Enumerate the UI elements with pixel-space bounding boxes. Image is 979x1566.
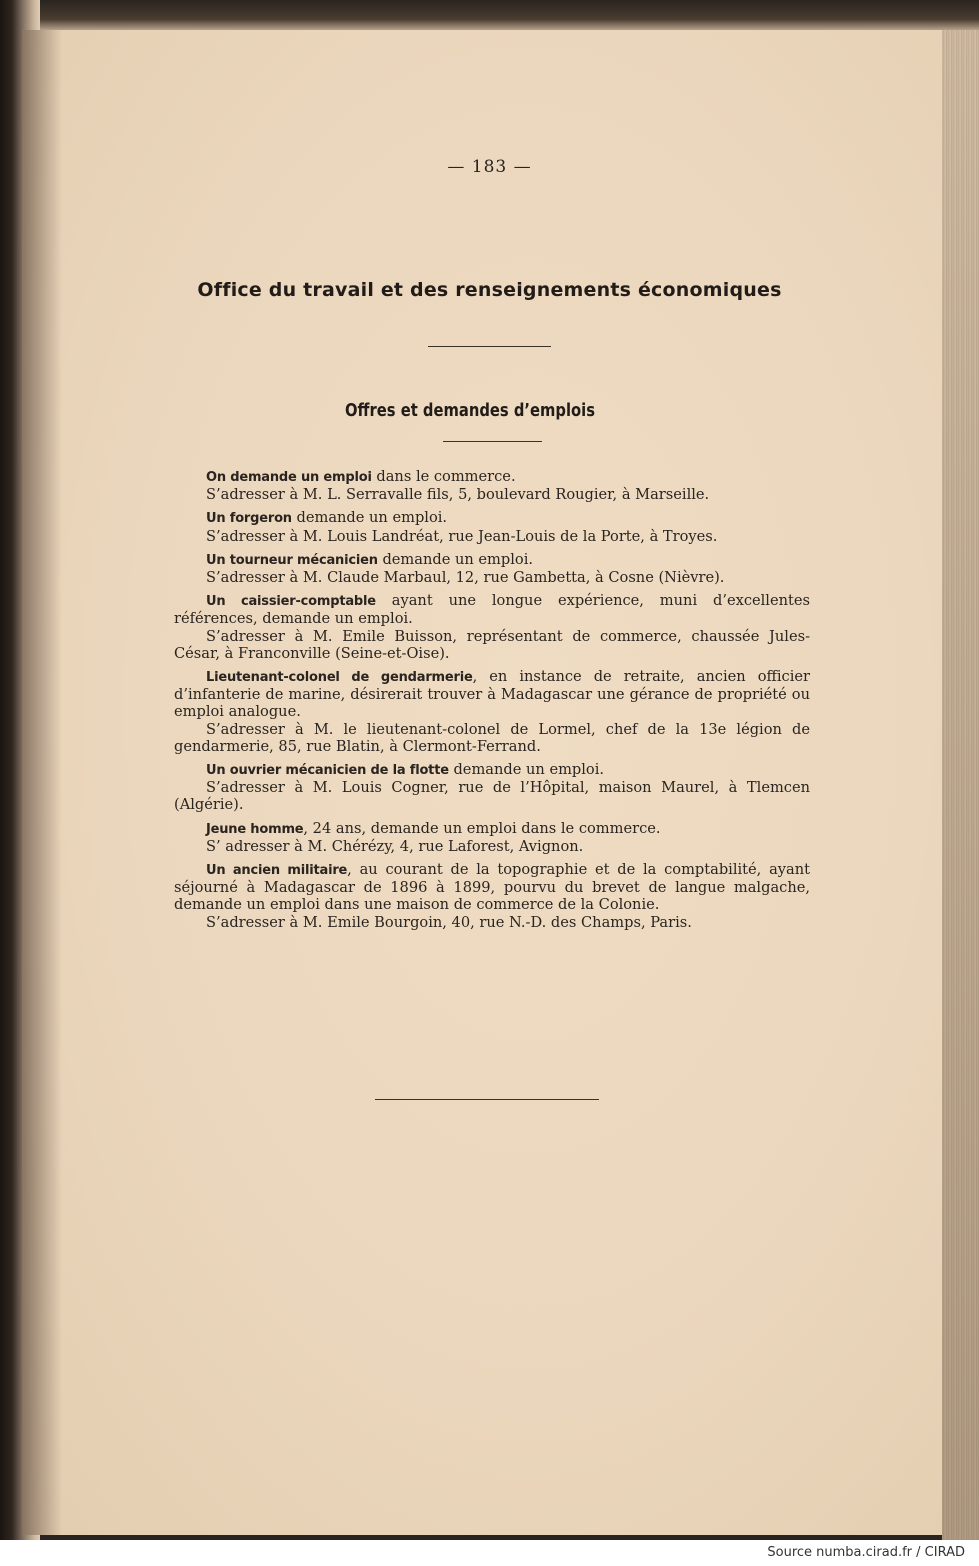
entry-heading: Un caissier-comptable	[206, 594, 376, 610]
end-rule	[375, 1099, 599, 1100]
entry-heading: Lieutenant-colonel de gendarmerie	[206, 670, 473, 686]
entry-heading: On demande un emploi	[206, 470, 372, 485]
entry-heading: Jeune homme	[206, 821, 304, 837]
book-top-edge	[22, 0, 979, 32]
listing-entry	[174, 668, 810, 755]
main-title: Office du travail et des renseignements économiques	[197, 279, 782, 301]
listing-entry	[174, 468, 810, 503]
entry-description: ayant une longue expérience, muni d’excellentes références, demande un emploi.	[174, 592, 810, 628]
entry-description: dans le commerce.	[371, 468, 516, 485]
source-credit: Source numba.cirad.fr / CIRAD	[767, 1545, 965, 1560]
entry-description: demande un emploi.	[291, 509, 448, 527]
entry-heading: Un tourneur mécanicien	[206, 552, 378, 568]
listing-entry	[174, 509, 810, 544]
section-rule	[443, 441, 542, 442]
listing-body	[174, 468, 810, 937]
listing-entry	[174, 761, 810, 814]
entry-description: demande un emploi.	[448, 761, 605, 779]
entry-address: S’adresser à M. Emile Buisson, représentant de commerce, chaussée Jules-César, à Franconville (Seine-et-Oise).	[174, 627, 810, 662]
entry-address: S’adresser à M. Emile Bourgoin, 40, rue N.-D. des Champs, Paris.	[206, 913, 692, 931]
entry-description: , au courant de la topographie et de la comptabilité, ayant séjourné à Madagascar de 1896 à 1899, pourvu du brevet de langue malgache, demande un emploi dans une maison de commerce de la Colonie.	[174, 861, 810, 914]
entry-description: , 24 ans, demande un emploi dans le commerce.	[303, 819, 661, 837]
entry-address: S’adresser à M. le lieutenant-colonel de Lormel, chef de la 13e légion de gendarmerie, 85, rue Blatin, à Clermont-Ferrand.	[174, 720, 810, 755]
fore-edge-shade	[942, 30, 979, 1540]
entry-address: S’adresser à M. Louis Cogner, rue de l’Hôpital, maison Maurel, à Tlemcen (Algérie).	[174, 779, 810, 814]
entry-address: S’adresser à M. L. Serravalle fils, 5, boulevard Rougier, à Marseille.	[206, 486, 710, 504]
listing-entry	[174, 551, 810, 586]
entry-address: S’ adresser à M. Chérézy, 4, rue Laforest, Avignon.	[206, 837, 584, 855]
title-rule	[428, 346, 551, 347]
entry-heading: Un forgeron	[206, 511, 292, 527]
listing-entry	[174, 592, 810, 662]
listing-entry	[174, 861, 810, 931]
gutter-shadow	[22, 30, 62, 1535]
entry-description: , en instance de retraite, ancien officier d’infanterie de marine, désirerait trouver à Madagascar une gérance de propriété ou emploi analogue.	[174, 668, 810, 721]
page-number: — 183 —	[447, 157, 532, 177]
listing-entry	[174, 820, 810, 855]
entry-description: demande un emploi.	[377, 550, 533, 568]
section-title: Offres et demandes d’emplois	[345, 400, 596, 421]
entry-address: S’adresser à M. Claude Marbaul, 12, rue Gambetta, à Cosne (Nièvre).	[206, 569, 725, 587]
entry-address: S’adresser à M. Louis Landréat, rue Jean-Louis de la Porte, à Troyes.	[206, 527, 718, 545]
entry-heading: Un ancien militaire	[206, 863, 348, 879]
entry-heading: Un ouvrier mécanicien de la flotte	[206, 763, 449, 779]
